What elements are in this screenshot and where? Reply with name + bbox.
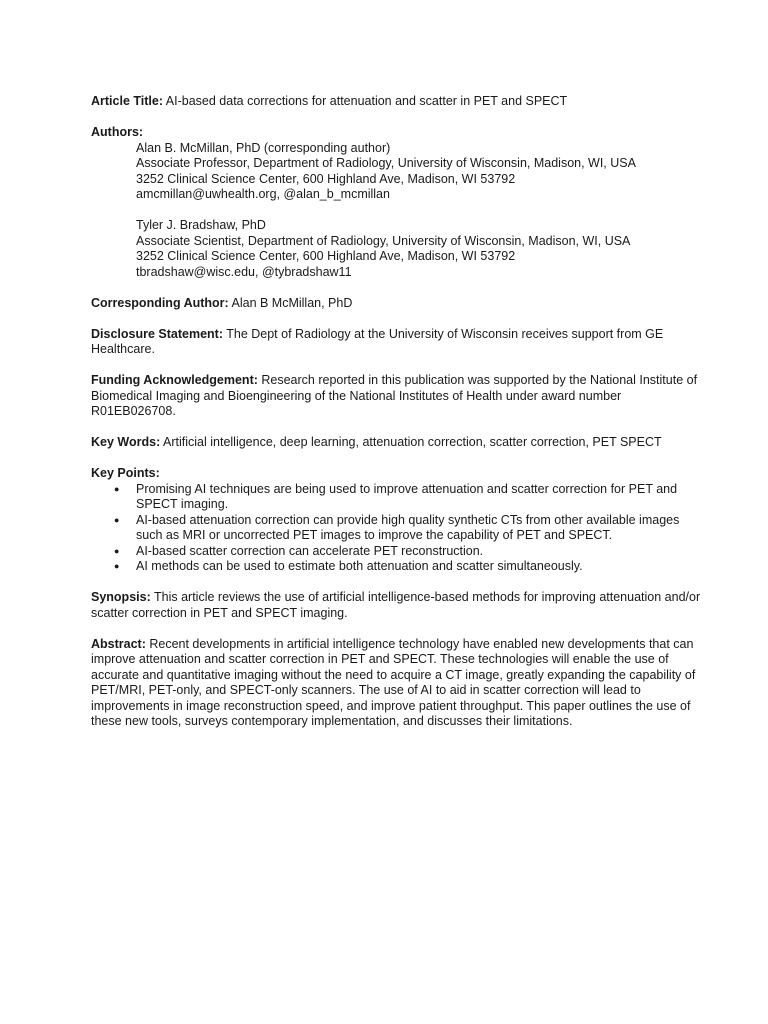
key-points-section	[91, 466, 708, 575]
author-2-address: 3252 Clinical Science Center, 600 Highland Ave, Madison, WI 53792	[136, 249, 516, 263]
disclosure-section	[91, 327, 708, 358]
list-item	[91, 544, 708, 560]
funding-section	[91, 373, 708, 420]
synopsis-section	[91, 590, 708, 621]
bullet-icon: ●	[114, 561, 120, 571]
corresponding-author-label: Corresponding Author:	[91, 295, 229, 310]
funding-label: Funding Acknowledgement:	[91, 373, 258, 387]
key-points-label: Key Points:	[91, 466, 160, 480]
key-words-section	[91, 435, 708, 451]
article-title-section	[91, 94, 708, 110]
abstract-label: Abstract:	[91, 636, 146, 651]
disclosure-label: Disclosure Statement:	[91, 326, 223, 341]
bullet-icon: ●	[114, 514, 120, 525]
key-point-text: AI-based attenuation correction can provide high quality synthetic CTs from other available images such as MRI or uncorrected PET images to improve the capability of PET and SPECT.	[136, 512, 680, 542]
bullet-icon: ●	[114, 483, 120, 494]
article-title-text: AI-based data corrections for attenuation and scatter in PET and SPECT	[163, 94, 568, 108]
authors-section	[91, 125, 708, 280]
abstract-text: Recent developments in artificial intelligence technology have enabled new developments that can improve attenuation and scatter correction in PET and SPECT. These technologies will enable the use of accurate and quantitative imaging without the need to acquire a CT image, greatly expanding the capability of PET/MRI, PET-only, and SPECT-only scanners. The use of AI to aid in scatter correction will lead to improvements in image reconstruction speed, and improve patient throughput. This paper outlines the use of these new tools, surveys contemporary implementation, and discusses their limitations.	[91, 636, 696, 728]
list-item	[91, 513, 708, 544]
author-1	[136, 141, 708, 203]
author-1-name: Alan B. McMillan, PhD (corresponding author)	[136, 140, 391, 155]
corresponding-author-section	[91, 296, 708, 312]
author-2	[136, 218, 708, 280]
funding-text: Research reported in this publication was supported by the National Institute of Biomedical Imaging and Bioengineering of the National Institutes of Health under award number R01EB026708.	[91, 373, 698, 418]
article-title-label: Article Title:	[91, 94, 164, 108]
author-2-contact: tbradshaw@wisc.edu, @tybradshaw11	[136, 264, 352, 279]
key-points-list	[91, 482, 708, 575]
disclosure-text: The Dept of Radiology at the University of Wisconsin receives support from GE Healthcare.	[91, 326, 664, 356]
key-point-text: AI-based scatter correction can accelerate PET reconstruction.	[136, 543, 484, 558]
key-point-text: AI methods can be used to estimate both attenuation and scatter simultaneously.	[136, 559, 583, 573]
synopsis-label: Synopsis:	[91, 590, 151, 604]
author-1-address: 3252 Clinical Science Center, 600 Highland Ave, Madison, WI 53792	[136, 171, 516, 186]
author-2-position: Associate Scientist, Department of Radiology, University of Wisconsin, Madison, WI, USA	[136, 233, 631, 248]
authors-label: Authors:	[91, 125, 144, 139]
author-1-position: Associate Professor, Department of Radiology, University of Wisconsin, Madison, WI, USA	[136, 156, 636, 170]
key-words-text: Artificial intelligence, deep learning, attenuation correction, scatter correction, PET SPECT	[160, 435, 662, 449]
corresponding-author-text: Alan B McMillan, PhD	[228, 295, 353, 310]
list-item	[91, 482, 708, 513]
abstract-section	[91, 637, 708, 730]
synopsis-text: This article reviews the use of artificial intelligence-based methods for improving attenuation and/or scatter correction in PET and SPECT imaging.	[91, 590, 701, 620]
bullet-icon: ●	[114, 545, 120, 556]
key-words-label: Key Words:	[91, 435, 161, 449]
list-item	[91, 559, 708, 575]
key-point-text: Promising AI techniques are being used to improve attenuation and scatter correction for PET and SPECT imaging.	[136, 481, 678, 511]
author-1-contact: amcmillan@uwhealth.org, @alan_b_mcmillan	[136, 187, 390, 201]
author-2-name: Tyler J. Bradshaw, PhD	[136, 218, 266, 232]
